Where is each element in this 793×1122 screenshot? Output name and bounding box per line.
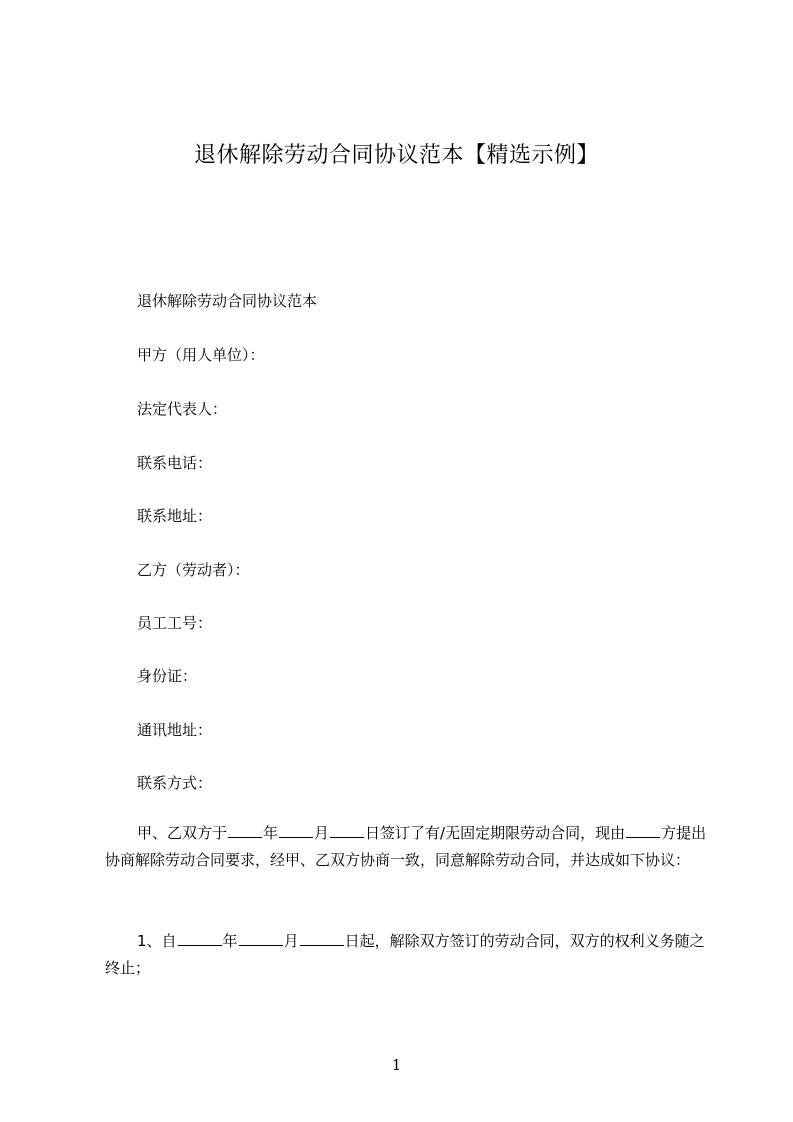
field-party-b: 乙方（劳动者）： bbox=[137, 561, 250, 579]
para2-text-3: 月 bbox=[283, 932, 299, 950]
document-title: 退休解除劳动合同协议范本【精选示例】 bbox=[193, 143, 599, 168]
field-phone: 联系电话： bbox=[137, 454, 213, 472]
blank-party bbox=[626, 820, 660, 838]
para1-text-4: 日签订了有/无固定期限劳动合同，现由 bbox=[365, 824, 626, 842]
field-legal-representative: 法定代表人： bbox=[137, 400, 228, 418]
para2-text-1: 1、自 bbox=[137, 932, 177, 950]
blank-year bbox=[228, 820, 262, 838]
blank-month bbox=[279, 820, 313, 838]
blank-day bbox=[330, 820, 364, 838]
field-address: 联系地址： bbox=[137, 507, 213, 525]
field-contact-method: 联系方式： bbox=[137, 774, 213, 792]
field-party-a: 甲方（用人单位）： bbox=[137, 346, 265, 364]
paragraph-clause-1 bbox=[105, 928, 711, 982]
para1-text-1: 甲、乙双方于 bbox=[137, 824, 228, 842]
para1-text-3: 月 bbox=[314, 824, 330, 842]
para1-text-5: 方提出协商解除劳动合同要求，经甲、乙双方协商一致，同意解除劳动合同，并达成如下协议： bbox=[105, 824, 707, 869]
field-mailing-address: 通讯地址： bbox=[137, 721, 213, 739]
paragraph-agreement-intro bbox=[105, 820, 711, 874]
para1-text-2: 年 bbox=[263, 824, 279, 842]
page-number: 1 bbox=[391, 1056, 402, 1074]
blank-year-2 bbox=[178, 928, 222, 946]
document-subtitle: 退休解除劳动合同协议范本 bbox=[137, 292, 318, 310]
para2-text-4: 日起，解除双方签订的劳动合同，双方的权利义务随之终止； bbox=[105, 932, 705, 977]
para2-text-2: 年 bbox=[222, 932, 238, 950]
field-id-card: 身份证： bbox=[137, 667, 198, 685]
field-employee-id: 员工工号： bbox=[137, 614, 213, 632]
blank-month-2 bbox=[239, 928, 283, 946]
blank-day-2 bbox=[300, 928, 344, 946]
